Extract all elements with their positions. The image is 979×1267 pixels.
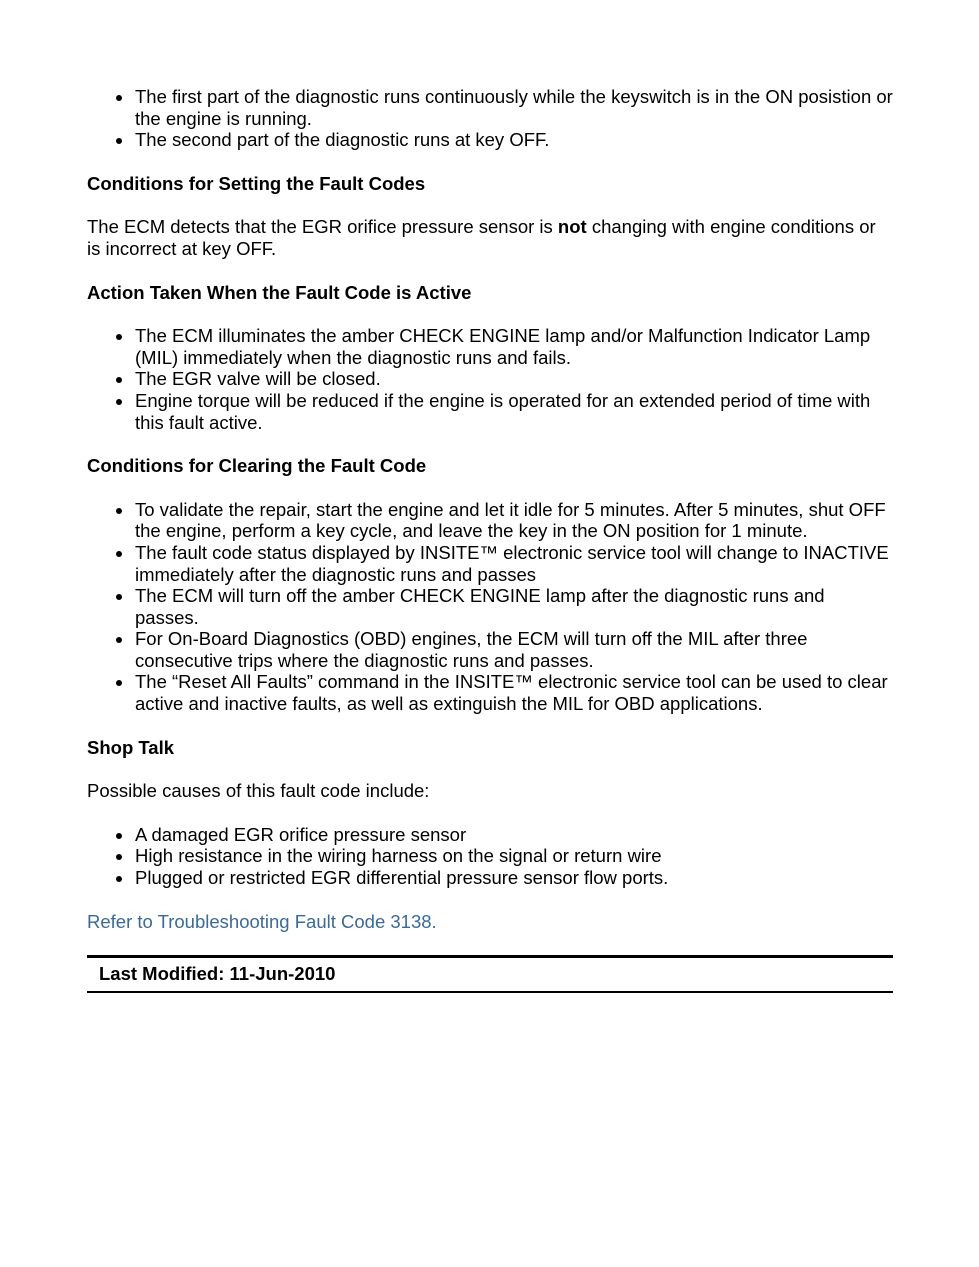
list-item: The second part of the diagnostic runs at key OFF. (135, 129, 893, 151)
list-item: The ECM illuminates the amber CHECK ENGINE lamp and/or Malfunction Indicator Lamp (MIL) immediately when the diagnostic runs and fails. (135, 325, 893, 368)
conditions-setting-paragraph: The ECM detects that the EGR orifice pressure sensor is not changing with engine conditions or is incorrect at key OFF. (87, 216, 876, 259)
last-modified-label: Last Modified: 11-Jun-2010 (99, 963, 336, 985)
heading-shop-talk: Shop Talk (87, 736, 175, 758)
list-item: Engine torque will be reduced if the engine is operated for an extended period of time with this fault active. (135, 390, 893, 433)
list-item: The first part of the diagnostic runs continuously while the keyswitch is in the ON posistion or the engine is running. (135, 86, 893, 129)
list-item: The fault code status displayed by INSITE™ electronic service tool will change to INACTIVE immediately after the diagnostic runs and passes (135, 542, 893, 585)
heading-conditions-setting: Conditions for Setting the Fault Codes (87, 172, 426, 194)
heading-conditions-clearing: Conditions for Clearing the Fault Code (87, 455, 427, 477)
last-modified-bar (87, 955, 893, 993)
shop-talk-intro: Possible causes of this fault code include: (87, 780, 430, 802)
heading-action-taken: Action Taken When the Fault Code is Active (87, 281, 472, 303)
conditions-clearing-list (87, 499, 893, 715)
list-item: To validate the repair, start the engine and let it idle for 5 minutes. After 5 minutes, shut OFF the engine, perform a key cycle, and leave the key in the ON position for 1 minute. (135, 499, 893, 542)
list-item: For On-Board Diagnostics (OBD) engines, the ECM will turn off the MIL after three consecutive trips where the diagnostic runs and passes. (135, 628, 893, 671)
list-item: High resistance in the wiring harness on the signal or return wire (135, 845, 893, 867)
emphasis-not: not (557, 216, 587, 238)
troubleshooting-link[interactable]: Refer to Troubleshooting Fault Code 3138. (87, 910, 437, 932)
intro-bullet-list (87, 86, 893, 151)
list-item: The EGR valve will be closed. (135, 368, 893, 390)
list-item: A damaged EGR orifice pressure sensor (135, 824, 893, 846)
list-item: The ECM will turn off the amber CHECK ENGINE lamp after the diagnostic runs and passes. (135, 585, 893, 628)
list-item: Plugged or restricted EGR differential pressure sensor flow ports. (135, 867, 893, 889)
document-page (87, 86, 893, 993)
action-taken-list (87, 325, 893, 433)
shop-talk-list (87, 824, 893, 889)
list-item: The “Reset All Faults” command in the INSITE™ electronic service tool can be used to clear active and inactive faults, as well as extinguish the MIL for OBD applications. (135, 671, 893, 714)
